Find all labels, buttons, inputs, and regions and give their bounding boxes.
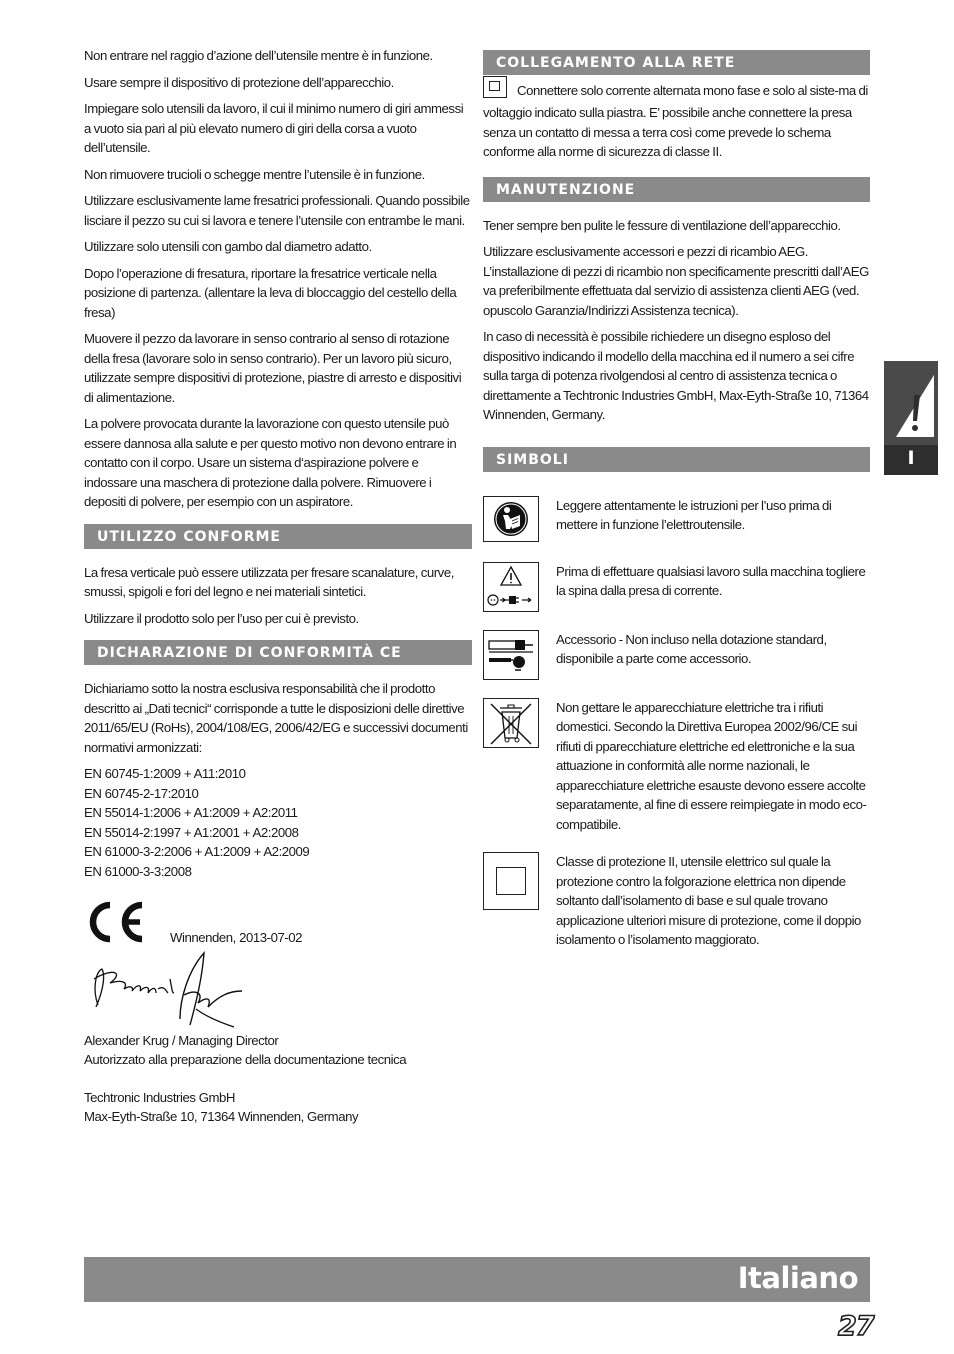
standard-item: EN 55014-2:1997 + A1:2001 + A2:2008 <box>84 824 299 840</box>
safety-paragraph: Utilizzare esclusivamente lame fresatrici professionali. Quando possibile lisciare il pezzo su cui si lavora e tenere l’utensile con entrambe le mani. <box>84 193 470 228</box>
standards-list <box>84 764 472 881</box>
safety-paragraph: Usare sempre il dispositivo di protezione dell’apparecchio. <box>84 74 394 90</box>
weee-bin-icon <box>483 698 539 748</box>
section-heading-utilizzo: UTILIZZO CONFORME <box>84 524 472 549</box>
ce-row <box>84 895 472 945</box>
utilizzo-paragraph: Utilizzare il prodotto solo per l’uso per cui è previsto. <box>84 610 359 626</box>
accessory-icon <box>483 630 539 680</box>
safety-paragraph: Utilizzare solo utensili con gambo dal diametro adatto. <box>84 239 372 254</box>
maintenance-paragraph: Utilizzare esclusivamente accessori e pezzi di ricambio AEG. L’installazione di pezzi di ricambio non specificamente prescritti dall’AEG va preferibilmente effettuata dal servizio di assistenza clienti AEG (ved. opuscolo Garanzia/Indirizzi Assistenza tecnica). <box>483 244 869 318</box>
symbol-row <box>483 698 870 835</box>
symbol-row <box>483 852 870 950</box>
symbol-text: Classe di protezione II, utensile elettrico sul quale la protezione contro la folgorazione elettrica non dipende soltanto dall’isolamento di base e sul quale trovano applicazione ulteriori misure di protezione, come il doppio isolamento o l’isolamento maggiorato. <box>556 854 861 947</box>
symbol-row <box>483 630 870 680</box>
warning-exclamation-icon <box>884 361 938 445</box>
company-address: Max-Eyth-Straße 10, 71364 Winnenden, Germany <box>84 1109 359 1124</box>
left-column <box>84 46 472 1126</box>
maintenance-paragraph: In caso di necessità è possibile richiedere un disegno esploso del dispositivo indicando il modello della macchina ed il numero a sei cifre sulla targa di potenza rivolgendosi al centro di assistenza tecnica o direttamente a Techtronic Industries GmbH, Max-Eyth-Straße 10, 71364 Winnenden, Germany. <box>483 329 869 422</box>
section-heading-conformita: DICHARAZIONE DI CONFORMITÀ CE <box>84 640 472 665</box>
section-heading-manutenzione: MANUTENZIONE <box>483 177 870 202</box>
symbol-text: Accessorio - Non incluso nella dotazione standard, disponibile a parte come accessorio. <box>556 631 827 666</box>
standard-item: EN 61000-3-3:2008 <box>84 863 192 879</box>
signature-icon <box>84 949 472 1031</box>
symbol-text: Prima di effettuare qualsiasi lavoro sulla macchina togliere la spina dalla presa di corrente. <box>556 563 866 598</box>
company-name: Techtronic Industries GmbH <box>84 1090 236 1105</box>
symbol-text: Leggere attentamente le istruzioni per l’uso prima di mettere in funzione l’elettroutensile. <box>556 497 832 532</box>
ce-mark-icon <box>84 899 148 945</box>
safety-paragraph: La polvere provocata durante la lavorazione con questo utensile può essere dannosa alla salute e per questo motivo non devono entrare in contatto con il corpo. Usare un sistema d‘aspirazione polvere e indossare una maschera di protezione dalla polvere. Rimuovere i depositi di polvere, per esempio con un aspiratore. <box>84 416 457 509</box>
protection-class-ii-icon <box>483 76 507 98</box>
safety-paragraph: Muovere il pezzo da lavorare in senso contrario al senso di rotazione della fresa (lavorare solo in senso contrario). Per un lavoro più sicuro, utilizzate sempre dispositivi di protezione, piastre di arresto e dispositivi di alimentazione. <box>84 331 462 405</box>
rete-text: Connettere solo corrente alternata mono fase e solo al siste-ma di voltaggio indicato sulla piastra. E’ possibile anche connettere la presa senza un contatto di messa a terra così come prevede lo schema conforme alla norme di sicurezza di classe II. <box>483 83 868 159</box>
language-side-tab <box>884 361 938 475</box>
standard-item: EN 61000-3-2:2006 + A1:2009 + A2:2009 <box>84 844 310 859</box>
symbol-text: Non gettare le apparecchiature elettriche tra i rifiuti domestici. Secondo la Direttiva Europea 2002/96/CE sui rifiuti di pparecchiature elettriche ed elettroniche e la sua attuazione in conformità alle norme nazionali, le apparecchiature elettriche esauste devono essere accolte separatamente, al fine di essere reimpiegate in modo eco-compatibile. <box>556 699 867 832</box>
safety-paragraph: Non entrare nel raggio d’azione dell’utensile mentre è in funzione. <box>84 48 433 63</box>
section-heading-rete: COLLEGAMENTO ALLA RETE <box>483 50 870 75</box>
rete-paragraph <box>483 81 870 162</box>
utilizzo-paragraph: La fresa verticale può essere utilizzata per fresare scanalature, curve, smussi, spigoli e fori del legno e nei materiali sintetici. <box>84 564 454 599</box>
language-title: Italiano <box>737 1261 858 1295</box>
unplug-warning-icon <box>483 562 539 612</box>
right-column <box>483 50 870 968</box>
standard-item: EN 60745-1:2009 + A11:2010 <box>84 766 246 781</box>
conformity-intro: Dichiariamo sotto la nostra esclusiva responsabilità che il prodotto descritto ai „Dati tecnici“ corrisponde a tutte le disposizioni delle direttive 2011/65/EU (RoHs), 2004/108/EG, 2006/42/EG e successivi documenti normativi armonizzati: <box>84 681 468 755</box>
signer-block <box>84 1031 472 1126</box>
page-number: 27 <box>838 1311 874 1342</box>
footer-bar <box>84 1257 870 1302</box>
safety-paragraph: Impiegare solo utensili da lavoro, il cui il minimo numero di giri ammessi a vuoto sia pari al più elevato numero di giri della corsa a vuoto dell’utensile. <box>84 101 464 155</box>
signer-name: Alexander Krug / Managing Director <box>84 1033 279 1048</box>
symbol-row <box>483 496 870 542</box>
safety-paragraph: Dopo l’operazione di fresatura, riportare la fresatrice verticale nella posizione di partenza. (allentare la leva di bloccaggio del cestello della fresa) <box>84 265 457 320</box>
standard-item: EN 60745-2-17:2010 <box>84 785 199 801</box>
language-letter: I <box>907 447 915 469</box>
symbol-row <box>483 562 870 612</box>
place-date: Winnenden, 2013-07-02 <box>170 930 303 945</box>
section-heading-simboli: SIMBOLI <box>483 447 870 472</box>
protection-class-ii-icon <box>483 852 539 910</box>
read-manual-icon <box>483 496 539 542</box>
maintenance-paragraph: Tener sempre ben pulite le fessure di ventilazione dell’apparecchio. <box>483 217 841 233</box>
standard-item: EN 55014-1:2006 + A1:2009 + A2:2011 <box>84 805 298 820</box>
safety-paragraph: Non rimuovere trucioli o schegge mentre l’utensile è in funzione. <box>84 166 425 182</box>
signer-authorization: Autorizzato alla preparazione della documentazione tecnica <box>84 1052 407 1067</box>
